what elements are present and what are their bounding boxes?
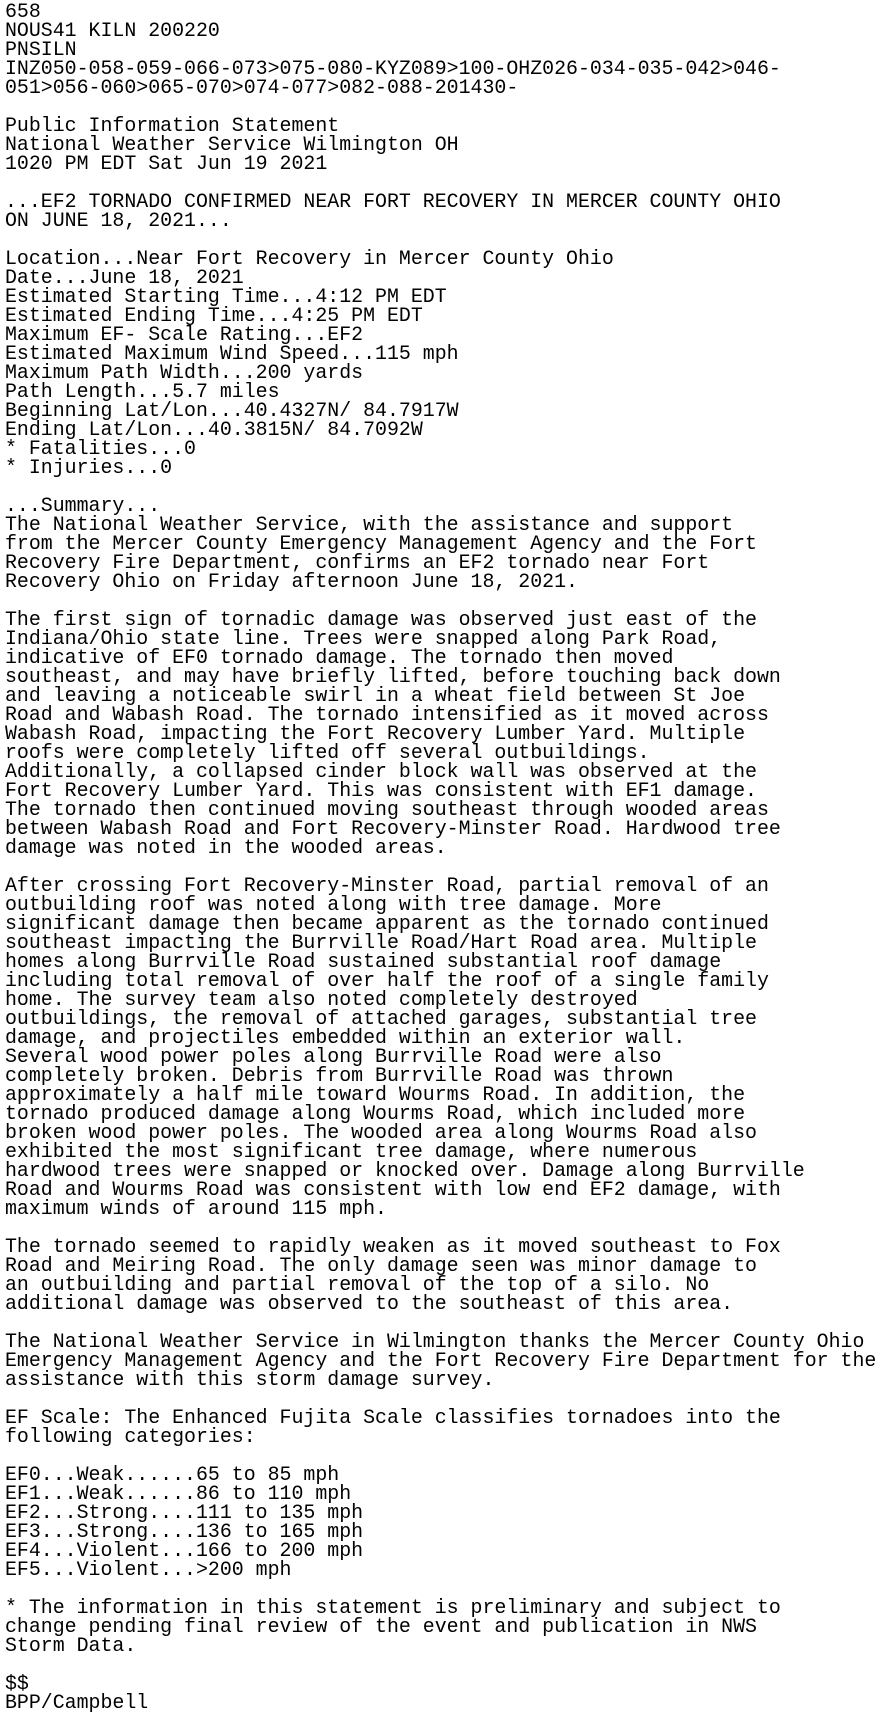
text-line: ...Summary...: [5, 494, 161, 517]
text-line: Road and Meiring Road. The only damage seen was minor damage to: [5, 1254, 757, 1277]
text-line: completely broken. Debris from Burrville Road was thrown: [5, 1064, 674, 1087]
text-line: and leaving a noticeable swirl in a wheat field between St Joe: [5, 684, 746, 707]
text-line: INZ050-058-059-066-073>075-080-KYZ089>100-OHZ026-034-035-042>046-: [5, 57, 781, 80]
text-line: hardwood trees were snapped or knocked over. Damage along Burrville: [5, 1159, 805, 1182]
text-line: EF0...Weak......65 to 85 mph: [5, 1463, 340, 1486]
text-line: Wabash Road, impacting the Fort Recovery Lumber Yard. Multiple: [5, 722, 746, 745]
text-line: Fort Recovery Lumber Yard. This was consistent with EF1 damage.: [5, 779, 757, 802]
text-line: Estimated Starting Time...4:12 PM EDT: [5, 285, 447, 308]
text-line: damage was noted in the wooded areas.: [5, 836, 447, 859]
text-line: significant damage then became apparent as the tornado continued: [5, 912, 769, 935]
text-line: The first sign of tornadic damage was observed just east of the: [5, 608, 757, 631]
text-line: EF4...Violent...166 to 200 mph: [5, 1539, 364, 1562]
text-line: tornado produced damage along Wourms Road, which included more: [5, 1102, 746, 1125]
blank-line: [5, 1655, 876, 1674]
text-line: Public Information Statement: [5, 114, 340, 137]
text-line: assistance with this storm damage survey.: [5, 1368, 495, 1391]
text-line: Road and Wourms Road was consistent with low end EF2 damage, with: [5, 1178, 781, 1201]
text-line: Road and Wabash Road. The tornado intensified as it moved across: [5, 703, 769, 726]
text-line: Recovery Fire Department, confirms an EF2 tornado near Fort: [5, 551, 710, 574]
text-line: BPP/Campbell: [5, 1691, 149, 1714]
text-line: ON JUNE 18, 2021...: [5, 209, 232, 232]
text-line: The National Weather Service, with the assistance and support: [5, 513, 734, 536]
text-line: home. The survey team also noted completely destroyed: [5, 988, 638, 1011]
text-line: broken wood power poles. The wooded area along Wourms Road also: [5, 1121, 757, 1144]
text-line: Recovery Ohio on Friday afternoon June 18, 2021.: [5, 570, 578, 593]
text-line: The tornado then continued moving southeast through wooded areas: [5, 798, 769, 821]
text-line: The tornado seemed to rapidly weaken as it moved southeast to Fox: [5, 1235, 781, 1258]
text-line: Storm Data.: [5, 1634, 137, 1657]
text-line: 051>056-060>065-070>074-077>082-088-201430-: [5, 76, 519, 99]
public-information-statement-text: [5, 2, 876, 1712]
text-line: maximum winds of around 115 mph.: [5, 1197, 387, 1220]
text-line: Indiana/Ohio state line. Trees were snapped along Park Road,: [5, 627, 722, 650]
text-line: southeast impacting the Burrville Road/Hart Road area. Multiple: [5, 931, 757, 954]
text-line: * Fatalities...0: [5, 437, 196, 460]
text-line: After crossing Fort Recovery-Minster Road, partial removal of an: [5, 874, 769, 897]
text-line: Ending Lat/Lon...40.3815N/ 84.7092W: [5, 418, 423, 441]
text-line: EF3...Strong....136 to 165 mph: [5, 1520, 364, 1543]
text-line: outbuilding roof was noted along with tree damage. More: [5, 893, 662, 916]
text-line: National Weather Service Wilmington OH: [5, 133, 459, 156]
text-line: Beginning Lat/Lon...40.4327N/ 84.7917W: [5, 399, 459, 422]
text-line: between Wabash Road and Fort Recovery-Minster Road. Hardwood tree: [5, 817, 781, 840]
text-line: EF Scale: The Enhanced Fujita Scale classifies tornadoes into the: [5, 1406, 781, 1429]
text-line: Estimated Maximum Wind Speed...115 mph: [5, 342, 459, 365]
text-line: Path Length...5.7 miles: [5, 380, 280, 403]
text-line: EF5...Violent...>200 mph: [5, 1558, 292, 1581]
text-line: PNSILN: [5, 38, 77, 61]
text-line: exhibited the most significant tree damage, where numerous: [5, 1140, 698, 1163]
text-line: change pending final review of the event and publication in NWS: [5, 1615, 757, 1638]
text-line: $$: [5, 1672, 29, 1695]
text-line: indicative of EF0 tornado damage. The tornado then moved: [5, 646, 674, 669]
text-line: EF2...Strong....111 to 135 mph: [5, 1501, 364, 1524]
text-line: damage, and projectiles embedded within an exterior wall.: [5, 1026, 686, 1049]
text-line: 658: [5, 0, 41, 23]
text-line: Location...Near Fort Recovery in Mercer County Ohio: [5, 247, 614, 270]
text-line: Maximum EF- Scale Rating...EF2: [5, 323, 364, 346]
text-line: * Injuries...0: [5, 456, 173, 479]
text-line: * The information in this statement is preliminary and subject to: [5, 1596, 781, 1619]
text-line: Additionally, a collapsed cinder block wall was observed at the: [5, 760, 757, 783]
text-line: homes along Burrville Road sustained substantial roof damage: [5, 950, 722, 973]
text-line: southeast, and may have briefly lifted, before touching back down: [5, 665, 781, 688]
text-line: Date...June 18, 2021: [5, 266, 244, 289]
text-line: EF1...Weak......86 to 110 mph: [5, 1482, 352, 1505]
text-line: Estimated Ending Time...4:25 PM EDT: [5, 304, 423, 327]
text-line: from the Mercer County Emergency Management Agency and the Fort: [5, 532, 757, 555]
text-line: Maximum Path Width...200 yards: [5, 361, 364, 384]
text-line: ...EF2 TORNADO CONFIRMED NEAR FORT RECOVERY IN MERCER COUNTY OHIO: [5, 190, 781, 213]
text-line: roofs were completely lifted off several outbuildings.: [5, 741, 650, 764]
text-line: an outbuilding and partial removal of the top of a silo. No: [5, 1273, 710, 1296]
text-line: outbuildings, the removal of attached garages, substantial tree: [5, 1007, 757, 1030]
text-line: Several wood power poles along Burrville Road were also: [5, 1045, 662, 1068]
text-line: approximately a half mile toward Wourms Road. In addition, the: [5, 1083, 746, 1106]
text-line: NOUS41 KILN 200220: [5, 19, 220, 42]
text-line: additional damage was observed to the southeast of this area.: [5, 1292, 734, 1315]
text-line: following categories:: [5, 1425, 256, 1448]
text-line: The National Weather Service in Wilmington thanks the Mercer County Ohio: [5, 1330, 865, 1353]
text-line: including total removal of over half the roof of a single family: [5, 969, 769, 992]
text-line: 1020 PM EDT Sat Jun 19 2021: [5, 152, 328, 175]
text-line: Emergency Management Agency and the Fort Recovery Fire Department for the: [5, 1349, 877, 1372]
